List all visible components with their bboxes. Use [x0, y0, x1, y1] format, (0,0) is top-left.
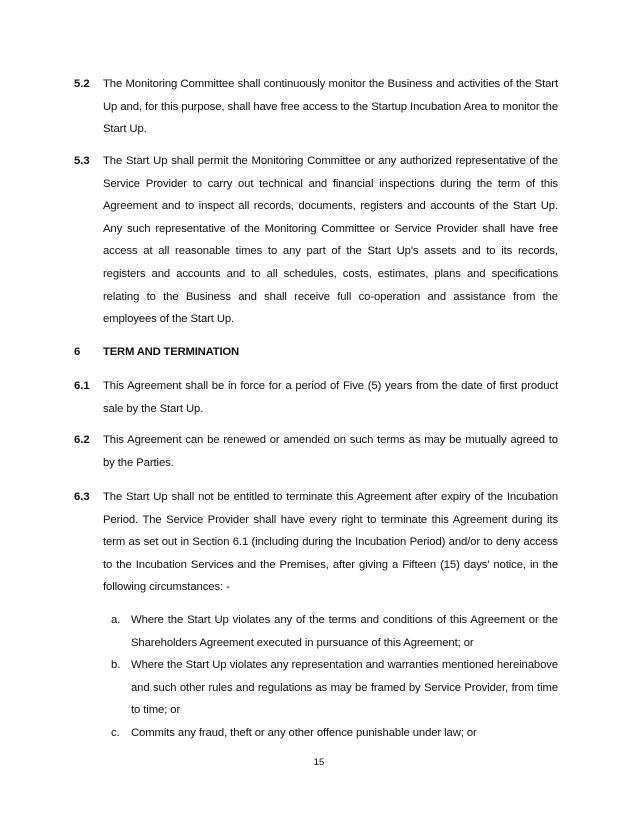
- clause-number: 5.3: [74, 155, 90, 167]
- sub-item-text: Where the Start Up violates any of the terms and conditions of this Agreement or the Shareholders Agreement executed in pursuance of this Agreement; or: [131, 614, 558, 649]
- clause-text: The Start Up shall not be entitled to terminate this Agreement after expiry of the Incubation Period. The Service Provider shall have every right to terminate this Agreement during its term as set out in Section 6.1 (including during the Incubation Period) and/or to deny access to the Incubation Services and the Premises, after giving a Fifteen (15) days’ notice, in the following circumstances: -: [103, 491, 558, 594]
- sub-item-letter: b.: [111, 659, 121, 671]
- clause-text: This Agreement can be renewed or amended on such terms as may be mutually agreed to by the Parties.: [103, 434, 558, 469]
- clause-number: 6.3: [74, 491, 90, 503]
- sub-item-text: Commits any fraud, theft or any other offence punishable under law; or: [131, 727, 477, 739]
- clause-text: The Start Up shall permit the Monitoring Committee or any authorized representative of the Service Provider to carry out technical and financial inspections during the term of this Agreement and to inspect all records, documents, registers and accounts of the Start Up. Any such representative of the Monitoring Committee or Service Provider shall have free access at all reasonable times to any part of the Start Up's assets and to its records, registers and accounts and to all schedules, costs, estimates, plans and specifications relating to the Business and shall receive full co-operation and assistance from the employees of the Start Up.: [103, 155, 558, 326]
- clause-number: 6.2: [74, 434, 90, 446]
- clause-text: This Agreement shall be in force for a period of Five (5) years from the date of first product sale by the Start Up.: [103, 380, 558, 415]
- clause-number: 6.1: [74, 380, 90, 392]
- section-title: TERM AND TERMINATION: [103, 346, 239, 358]
- section-number: 6: [74, 346, 81, 358]
- clause-number: 5.2: [74, 78, 90, 90]
- page-number: 15: [313, 757, 325, 768]
- sub-item-letter: c.: [111, 727, 120, 739]
- sub-item-text: Where the Start Up violates any representation and warranties mentioned hereinabove and such other rules and regulations as may be framed by Service Provider, from time to time; or: [131, 659, 558, 717]
- clause-text: The Monitoring Committee shall continuously monitor the Business and activities of the Start Up and, for this purpose, shall have free access to the Startup Incubation Area to monitor the Start Up.: [103, 78, 558, 136]
- sub-item-letter: a.: [111, 614, 121, 626]
